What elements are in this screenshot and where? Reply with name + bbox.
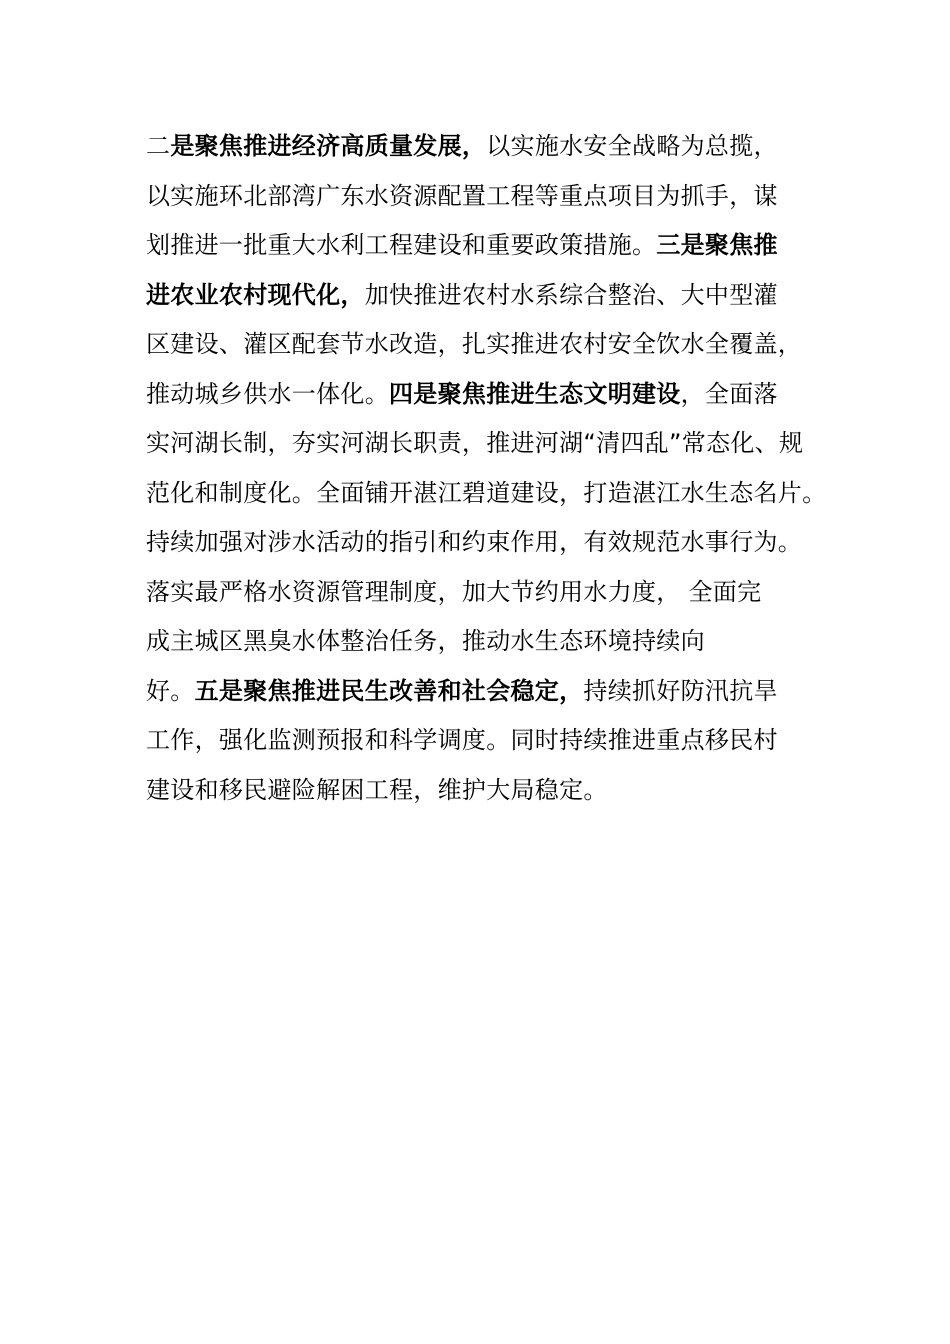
text-line	[146, 419, 836, 469]
text-run: 推动城乡供水一体化。	[146, 379, 389, 408]
text-run: 以实施水安全战略为总揽，	[486, 132, 778, 160]
text-run: 持续加强对涉水活动的指引和约束作用，有效规范水事行为。	[146, 528, 803, 556]
bold-heading-run: 进农业农村现代化，	[146, 280, 365, 309]
bold-heading-run: 三是聚焦推	[656, 231, 778, 259]
text-line	[146, 370, 836, 420]
text-run: 区建设、灌区配套节水改造，扎实推进农村安全饮水全覆盖，	[146, 330, 803, 358]
text-line	[146, 667, 836, 717]
text-run: 工作，强化监测预报和科学调度。同时持续推进重点移民村	[146, 726, 778, 754]
text-line	[146, 320, 836, 370]
body-paragraph	[146, 122, 836, 815]
bold-heading-run: 五是聚焦推进民生改善和社会稳定，	[194, 676, 584, 705]
text-run: 好。	[146, 676, 195, 705]
text-line	[146, 221, 836, 271]
text-run: 以实施环北部湾广东水资源配置工程等重点项目为抓手，谋	[146, 181, 778, 210]
bold-heading-run: 四是聚焦推进生态文明建设	[389, 379, 681, 408]
text-run: 加快推进农村水系综合整治、大中型灌	[364, 280, 778, 309]
text-line	[146, 716, 836, 766]
text-line	[146, 172, 836, 222]
text-line	[146, 766, 836, 816]
text-run: 二	[146, 132, 171, 160]
text-run: 落实最严格水资源管理制度，加大节约用水力度， 全面完	[146, 577, 762, 606]
text-line	[146, 271, 836, 321]
text-run: 建设和移民避险解困工程，维护大局稳定。	[146, 775, 608, 804]
text-line	[146, 518, 836, 568]
text-run: 划推进一批重大水利工程建设和重要政策措施。	[146, 231, 657, 259]
text-run: 成主城区黑臭水体整治任务，推动水生态环境持续向	[146, 627, 705, 655]
bold-heading-run: 是聚焦推进经济高质量发展，	[170, 132, 487, 160]
text-run: 实河湖长制，夯实河湖长职责，推进河湖“清四乱”常态化、规	[146, 429, 804, 457]
text-line	[146, 568, 836, 618]
text-run: ，全面落	[680, 379, 778, 408]
text-line	[146, 469, 836, 519]
text-line	[146, 617, 836, 667]
text-run: 范化和制度化。全面铺开湛江碧道建设，打造湛江水生态名片。	[146, 478, 827, 507]
text-run: 持续抓好防汛抗旱	[583, 676, 778, 705]
text-line	[146, 122, 836, 172]
